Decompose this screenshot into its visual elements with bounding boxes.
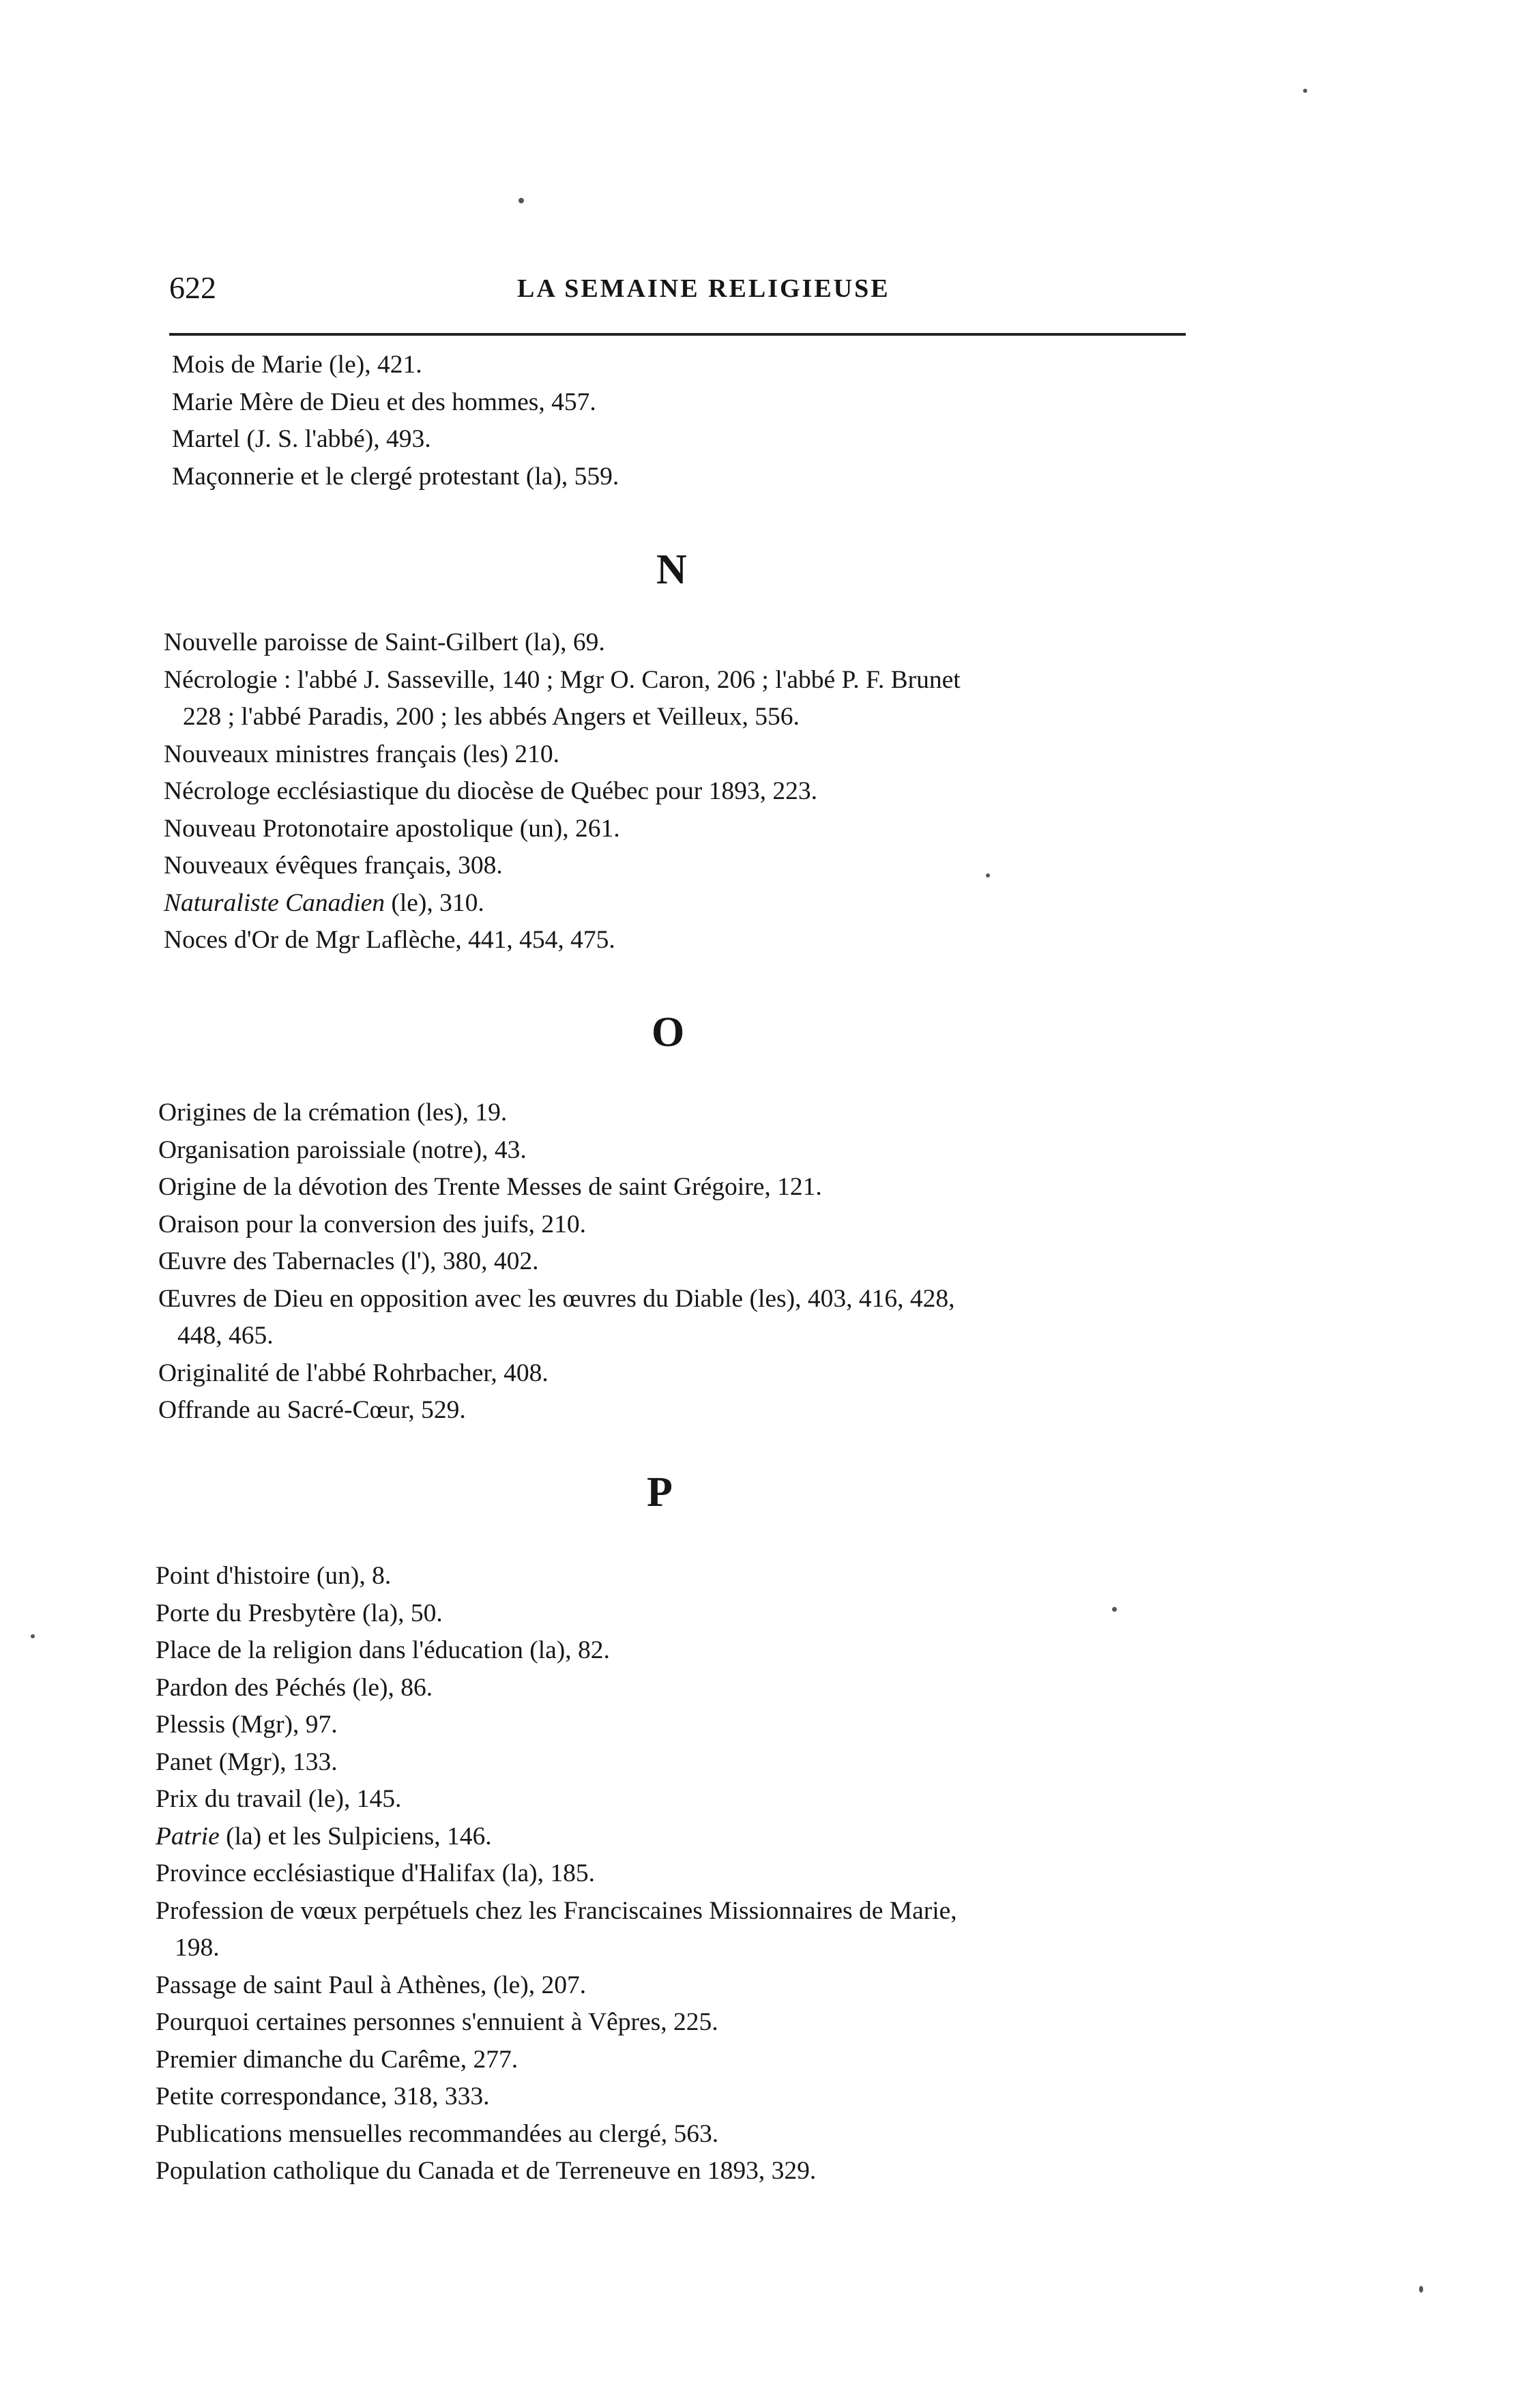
entry-text: Originalité de l'abbé Rohrbacher, 408. xyxy=(158,1359,549,1387)
index-entry xyxy=(158,1169,1518,1206)
entry-title-italic: Patrie xyxy=(156,1822,220,1851)
print-speck xyxy=(1112,1607,1117,1612)
entry-text: (la) et les Sulpiciens, 146. xyxy=(219,1822,492,1851)
print-speck xyxy=(1419,2286,1423,2293)
section-n-entries xyxy=(164,624,1518,959)
entry-text-continuation: 448, 465. xyxy=(177,1322,274,1350)
section-letter-o: O xyxy=(652,1009,686,1056)
running-title: LA SEMAINE RELIGIEUSE xyxy=(517,274,890,303)
entry-text: Porte du Presbytère (la), 50. xyxy=(156,1599,443,1627)
index-entry xyxy=(156,2042,1518,2079)
section-letter-p: P xyxy=(647,1469,674,1515)
index-entry xyxy=(156,1595,1518,1633)
index-entry xyxy=(158,1281,1518,1355)
entry-text: Population catholique du Canada et de Terreneuve en 1893, 329. xyxy=(156,2157,817,2185)
print-speck xyxy=(1303,89,1307,93)
entry-text: Nouveau Protonotaire apostolique (un), 261. xyxy=(164,814,620,843)
index-entry xyxy=(156,2153,1518,2190)
entry-text: Nécrologe ecclésiastique du diocèse de Québec pour 1893, 223. xyxy=(164,777,817,805)
print-speck xyxy=(31,1634,35,1638)
index-entry xyxy=(156,1855,1518,1893)
index-entry xyxy=(164,847,1518,885)
entry-text: Origine de la dévotion des Trente Messes de saint Grégoire, 121. xyxy=(158,1173,822,1201)
section-m-entries xyxy=(172,347,1518,495)
entry-text: Offrande au Sacré-Cœur, 529. xyxy=(158,1396,466,1424)
entry-text: Pardon des Péchés (le), 86. xyxy=(156,1673,433,1702)
entry-text: Passage de saint Paul à Athènes, (le), 207. xyxy=(156,1971,587,1999)
entry-text: Noces d'Or de Mgr Laflèche, 441, 454, 475. xyxy=(164,926,615,954)
index-entry xyxy=(156,1707,1518,1744)
index-entry xyxy=(156,2078,1518,2116)
index-entry xyxy=(158,1206,1518,1244)
entry-text: Organisation paroissiale (notre), 43. xyxy=(158,1135,527,1164)
entry-text: Mois de Marie (le), 421. xyxy=(172,351,422,379)
entry-text: Nécrologie : l'abbé J. Sasseville, 140 ; Mgr O. Caron, 206 ; l'abbé P. F. Brunet xyxy=(164,665,961,694)
entry-text: Marie Mère de Dieu et des hommes, 457. xyxy=(172,388,596,416)
entry-text: Œuvres de Dieu en opposition avec les œuvres du Diable (les), 403, 416, 428, xyxy=(158,1284,955,1313)
entry-text: Martel (J. S. l'abbé), 493. xyxy=(172,425,431,453)
entry-text: Maçonnerie et le clergé protestant (la), 559. xyxy=(172,462,619,491)
header-rule xyxy=(169,333,1186,336)
index-entry xyxy=(172,421,1518,459)
index-entry xyxy=(164,811,1518,848)
print-speck xyxy=(986,873,990,877)
index-entry xyxy=(172,459,1518,496)
entry-text: Petite correspondance, 318, 333. xyxy=(156,2083,490,2110)
index-entry xyxy=(172,384,1518,422)
page-header xyxy=(169,270,1186,310)
index-entry xyxy=(156,1670,1518,1707)
index-entry xyxy=(156,2004,1518,2042)
entry-text: Premier dimanche du Carême, 277. xyxy=(156,2045,519,2074)
index-entry xyxy=(156,2116,1518,2153)
index-entry xyxy=(158,1243,1518,1281)
index-entry xyxy=(158,1392,1518,1430)
index-entry xyxy=(164,624,1518,662)
print-speck xyxy=(519,198,524,203)
index-entry xyxy=(172,347,1518,384)
index-entry xyxy=(156,1632,1518,1670)
section-p-entries xyxy=(156,1558,1518,2190)
index-entry xyxy=(158,1132,1518,1170)
entry-text-continuation: 228 ; l'abbé Paradis, 200 ; les abbés Angers et Veilleux, 556. xyxy=(183,703,800,731)
index-entry xyxy=(158,1094,1518,1132)
section-letter-n: N xyxy=(656,547,688,593)
entry-text: Oraison pour la conversion des juifs, 210. xyxy=(158,1210,586,1238)
entry-text: Nouvelle paroisse de Saint-Gilbert (la), 69. xyxy=(164,628,605,656)
index-entry xyxy=(156,1744,1518,1782)
entry-text: Origines de la crémation (les), 19. xyxy=(158,1099,508,1127)
entry-text: (le), 310. xyxy=(384,888,484,917)
index-entry xyxy=(156,1781,1518,1818)
index-entry xyxy=(156,1558,1518,1595)
index-entry xyxy=(156,1818,1518,1856)
index-entry xyxy=(156,1893,1518,1967)
index-entry xyxy=(164,885,1518,923)
entry-text: Nouveaux évêques français, 308. xyxy=(164,852,503,880)
index-entry xyxy=(164,922,1518,959)
entry-text: Pourquoi certaines personnes s'ennuient à Vêpres, 225. xyxy=(156,2008,718,2036)
entry-text: Profession de vœux perpétuels chez les Franciscaines Missionnaires de Marie, xyxy=(156,1896,957,1925)
index-entry xyxy=(158,1355,1518,1393)
index-entry xyxy=(156,1967,1518,2005)
entry-text: Plessis (Mgr), 97. xyxy=(156,1711,338,1739)
entry-text-continuation: 198. xyxy=(175,1934,220,1962)
entry-text: Place de la religion dans l'éducation (la), 82. xyxy=(156,1636,610,1664)
index-entry xyxy=(164,736,1518,774)
entry-text: Nouveaux ministres français (les) 210. xyxy=(164,740,560,768)
entry-text: Œuvre des Tabernacles (l'), 380, 402. xyxy=(158,1247,539,1275)
entry-text: Prix du travail (le), 145. xyxy=(156,1785,402,1813)
index-entry xyxy=(164,662,1518,736)
index-entry xyxy=(164,773,1518,811)
entry-text: Point d'histoire (un), 8. xyxy=(156,1562,392,1590)
entry-text: Publications mensuelles recommandées au clergé, 563. xyxy=(156,2119,719,2148)
page-number: 622 xyxy=(169,270,216,305)
entry-title-italic: Naturaliste Canadien xyxy=(164,888,385,917)
section-o-entries xyxy=(158,1094,1518,1430)
entry-text: Province ecclésiastique d'Halifax (la), 185. xyxy=(156,1859,596,1887)
entry-text: Panet (Mgr), 133. xyxy=(156,1747,338,1776)
